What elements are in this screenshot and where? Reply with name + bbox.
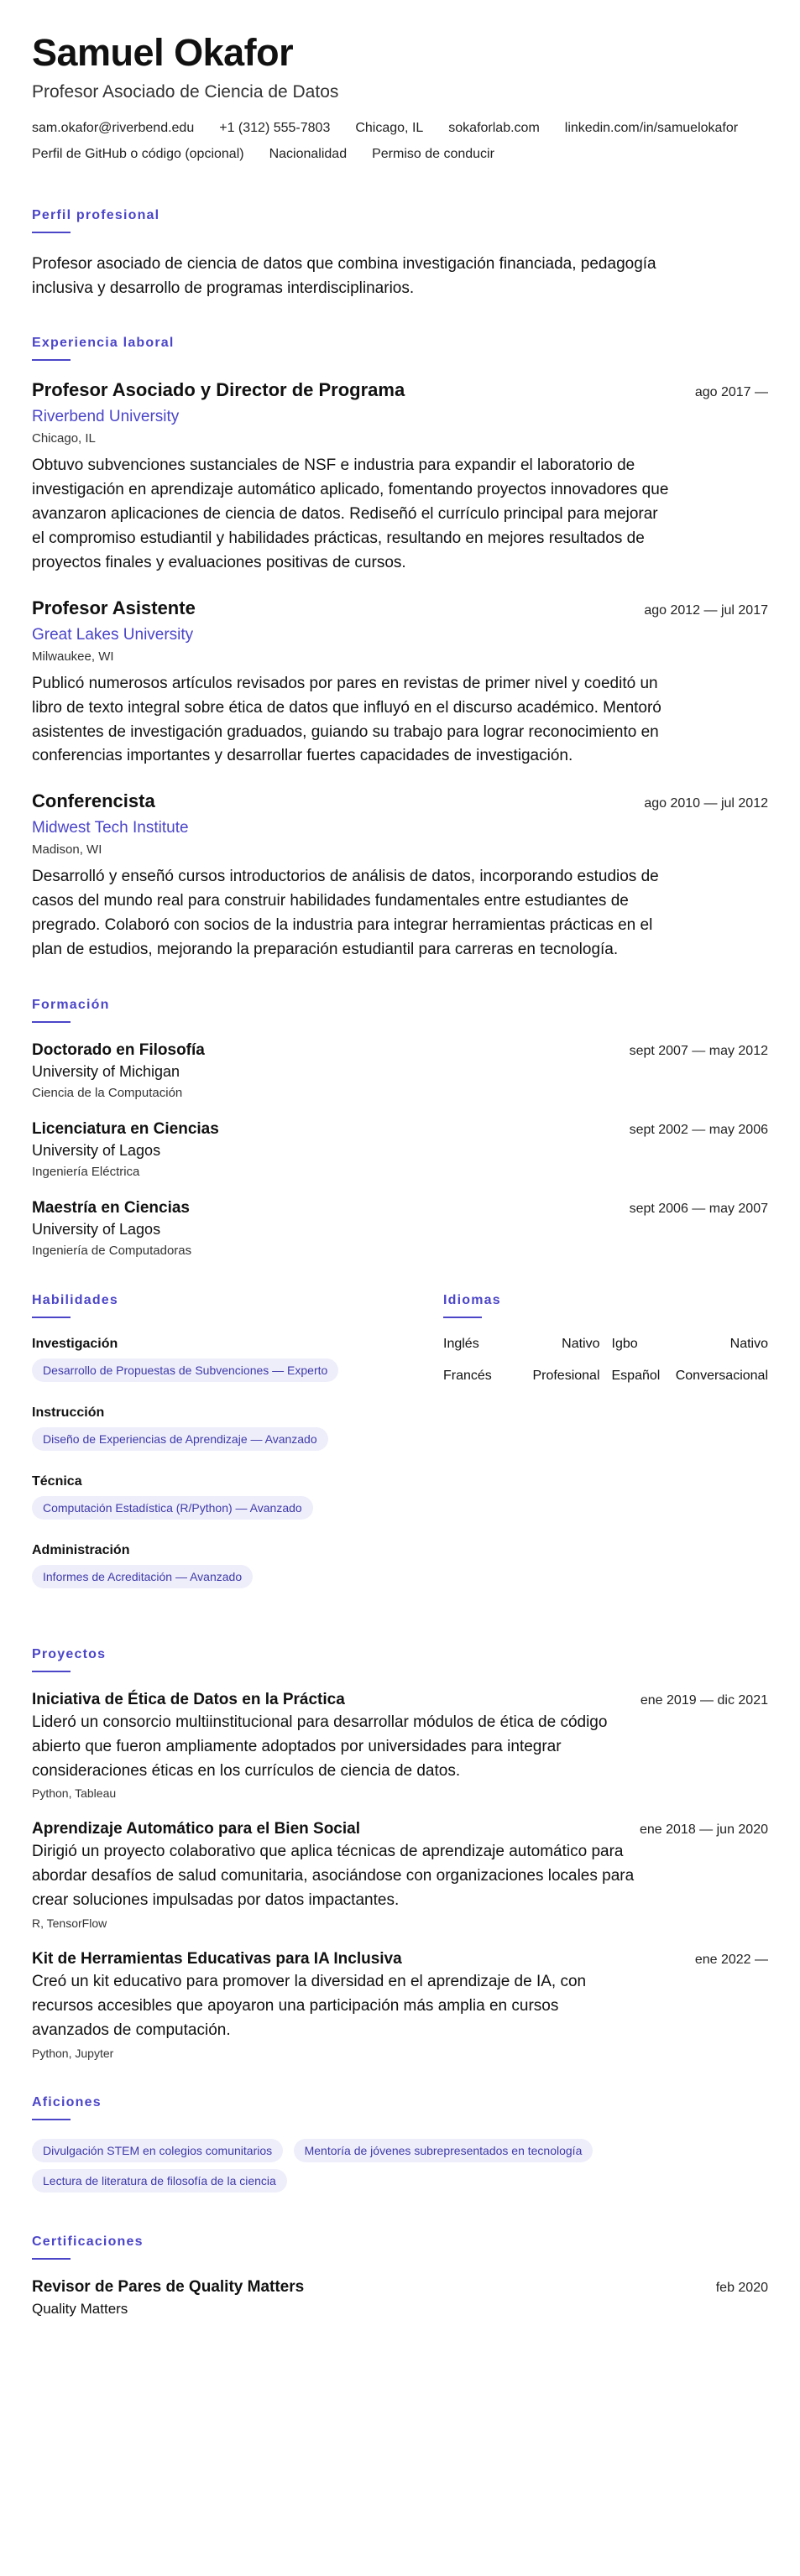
project-description: Lideró un consorcio multiinstitucional para desarrollar módulos de ética de código abierto que fueron ampliamente adoptados por universidades para integrar consideraciones éticas en los currículos de ciencia de datos. (32, 1713, 608, 1780)
education-section (32, 998, 768, 1258)
job-company: Midwest Tech Institute (32, 819, 189, 837)
section-divider (32, 232, 71, 233)
section-divider (32, 2119, 71, 2120)
job-entry (32, 379, 768, 575)
education-entry (32, 1120, 768, 1179)
degree-name: Maestría en Ciencias (32, 1198, 190, 1217)
language-level: Profesional (532, 1368, 600, 1383)
education-entry (32, 1199, 768, 1258)
language-name: Español (611, 1368, 661, 1383)
degree-date: sept 2007 — may 2012 (629, 1043, 768, 1058)
education-entry (32, 1041, 768, 1100)
project-date: ene 2019 — dic 2021 (640, 1692, 768, 1708)
certification-org: Quality Matters (32, 2300, 128, 2317)
project-date: ene 2022 — (694, 1953, 768, 1967)
skill-group (32, 1337, 384, 1389)
skill-group (32, 1474, 384, 1526)
skills-column (32, 1293, 384, 1612)
section-divider (32, 1021, 71, 1023)
skill-pill: Diseño de Experiencias de Aprendizaje — Avanzado (32, 1427, 328, 1451)
skill-category: Instrucción (32, 1405, 105, 1420)
skill-pill: Computación Estadística (R/Python) — Avanzado (32, 1496, 313, 1520)
hobby-pill: Mentoría de jóvenes subrepresentados en tecnología (294, 2139, 593, 2162)
skill-group (32, 1543, 384, 1595)
contact-email[interactable]: sam.okafor@riverbend.edu (32, 120, 195, 135)
projects-section (32, 1647, 768, 2060)
job-description: Obtuvo subvenciones sustanciales de NSF e industria para expandir el laboratorio de investigación en aprendizaje automático aplicado, fomentando proyectos innovadores que avanzaron aplicaciones de ciencia de datos. Rediseñó el currículo principal para mejorar el compromiso estudiantil y habilidades prácticas, resultando en mejores resultados de proyectos finales y evaluaciones positivas de cursos. (32, 456, 669, 571)
section-divider (32, 1317, 71, 1318)
degree-name: Doctorado en Filosofía (32, 1040, 205, 1059)
language-name: Igbo (611, 1336, 638, 1351)
degree-date: sept 2006 — may 2007 (629, 1201, 768, 1216)
certification-entry (32, 2278, 768, 2318)
section-heading: Experiencia laboral (32, 336, 175, 351)
skill-pill: Desarrollo de Propuestas de Subvenciones — Experto (32, 1358, 338, 1382)
contact-location: Chicago, IL (355, 120, 424, 135)
hobbies-section (32, 2095, 768, 2199)
language-name: Francés (443, 1368, 492, 1383)
school-name: University of Lagos (32, 1220, 161, 1238)
skill-category: Técnica (32, 1473, 82, 1489)
hobby-pill: Divulgación STEM en colegios comunitarios (32, 2139, 283, 2162)
section-divider (32, 2258, 71, 2260)
job-location: Chicago, IL (32, 431, 96, 446)
contact-github[interactable]: Perfil de GitHub o código (opcional) (32, 146, 244, 161)
languages-column (443, 1293, 768, 1612)
profile-summary: Profesor asociado de ciencia de datos que combina investigación financiada, pedagogía inclusiva y desarrollo de programas interdisciplinarios. (32, 254, 656, 297)
contact-linkedin[interactable]: linkedin.com/in/samuelokafor (564, 120, 739, 135)
project-name: Aprendizaje Automático para el Bien Social (32, 1820, 361, 1838)
job-title: Profesor Asociado y Director de Programa (32, 379, 405, 401)
contact-nationality: Nacionalidad (269, 146, 348, 161)
project-date: ene 2018 — jun 2020 (639, 1822, 768, 1838)
job-location: Milwaukee, WI (32, 649, 114, 664)
contact-list (32, 121, 768, 173)
section-heading: Proyectos (32, 1646, 107, 1661)
contact-driving-license: Permiso de conducir (372, 146, 494, 161)
job-description: Publicó numerosos artículos revisados por pares en revistas de primer nivel y coeditó un libro de texto integral sobre ética de datos que influyó en el discurso académico. Mentoró asistentes de investigación graduados, guiando su trabajo para lograr reconocimiento en conferencias importantes y desarrollar fuertes capacidades de investigación. (32, 674, 661, 765)
language-item (612, 1369, 769, 1384)
project-description: Dirigió un proyecto colaborativo que aplica técnicas de aprendizaje automático para abordar desafíos de salud comunitaria, asociándose con organizaciones locales para crear soluciones impulsadas por datos impactantes. (32, 1843, 635, 1910)
certifications-section (32, 2234, 768, 2318)
job-date: ago 2017 — (694, 385, 768, 400)
job-entry (32, 597, 768, 769)
section-divider (443, 1317, 482, 1318)
candidate-name: Samuel Okafor (32, 31, 294, 74)
hobby-pill: Lectura de literatura de filosofía de la ciencia (32, 2169, 287, 2193)
project-entry (32, 1820, 768, 1930)
skills-languages-section (32, 1293, 768, 1612)
job-title: Conferencista (32, 790, 155, 812)
section-divider (32, 359, 71, 361)
language-name: Inglés (443, 1336, 479, 1351)
section-heading: Idiomas (443, 1292, 501, 1307)
skill-pill: Informes de Acreditación — Avanzado (32, 1565, 253, 1588)
job-title: Profesor Asistente (32, 597, 196, 618)
certification-date: feb 2020 (715, 2280, 768, 2295)
project-name: Iniciativa de Ética de Datos en la Práctica (32, 1690, 345, 1708)
profile-section (32, 208, 768, 301)
project-entry (32, 1691, 768, 1801)
section-heading: Formación (32, 997, 110, 1012)
project-entry (32, 1950, 768, 2060)
contact-phone[interactable]: +1 (312) 555-7803 (219, 120, 331, 135)
language-level: Conversacional (675, 1368, 768, 1383)
degree-name: Licenciatura en Ciencias (32, 1119, 219, 1138)
language-item (443, 1369, 600, 1384)
section-heading: Certificaciones (32, 2234, 144, 2249)
degree-field: Ingeniería Eléctrica (32, 1164, 140, 1179)
degree-field: Ciencia de la Computación (32, 1085, 183, 1100)
skill-category: Administración (32, 1542, 130, 1557)
section-heading: Perfil profesional (32, 207, 160, 222)
resume-header (32, 32, 768, 173)
school-name: University of Michigan (32, 1062, 180, 1080)
language-item (612, 1337, 769, 1352)
job-date: ago 2012 — jul 2017 (644, 602, 768, 618)
section-heading: Aficiones (32, 2094, 102, 2109)
job-entry (32, 790, 768, 962)
degree-field: Ingeniería de Computadoras (32, 1243, 192, 1258)
contact-website[interactable]: sokaforlab.com (448, 120, 540, 135)
language-level: Nativo (562, 1336, 600, 1351)
job-description: Desarrolló y enseñó cursos introductorios de análisis de datos, incorporando estudios de casos del mundo real para construir habilidades fundamentales entre estudiantes de pregrado. Colaboró con socios de la industria para integrar herramientas prácticas en el plan de estudios, mejorando la preparación estudiantil para carreras en tecnología. (32, 868, 659, 958)
project-tech: Python, Tableau (32, 1786, 117, 1801)
skill-group (32, 1405, 384, 1457)
job-location: Madison, WI (32, 842, 102, 858)
job-date: ago 2010 — jul 2012 (644, 796, 768, 811)
project-description: Creó un kit educativo para promover la diversidad en el aprendizaje de IA, con recursos accesibles que apoyaron una participación más amplia en cursos avanzados de computación. (32, 1973, 587, 2039)
section-divider (32, 1671, 71, 1672)
language-list (443, 1337, 768, 1384)
candidate-title: Profesor Asociado de Ciencia de Datos (32, 81, 339, 102)
skill-category: Investigación (32, 1336, 118, 1351)
experience-section (32, 336, 768, 962)
certification-name: Revisor de Pares de Quality Matters (32, 2277, 305, 2296)
section-heading: Habilidades (32, 1292, 119, 1307)
project-tech: Python, Jupyter (32, 2046, 114, 2060)
job-company: Great Lakes University (32, 625, 194, 644)
school-name: University of Lagos (32, 1141, 161, 1159)
language-level: Nativo (729, 1336, 768, 1351)
project-tech: R, TensorFlow (32, 1916, 107, 1930)
degree-date: sept 2002 — may 2006 (629, 1122, 768, 1137)
job-company: Riverbend University (32, 408, 180, 426)
hobby-list (32, 2139, 768, 2199)
language-item (443, 1337, 600, 1352)
project-name: Kit de Herramientas Educativas para IA Inclusiva (32, 1950, 402, 1968)
